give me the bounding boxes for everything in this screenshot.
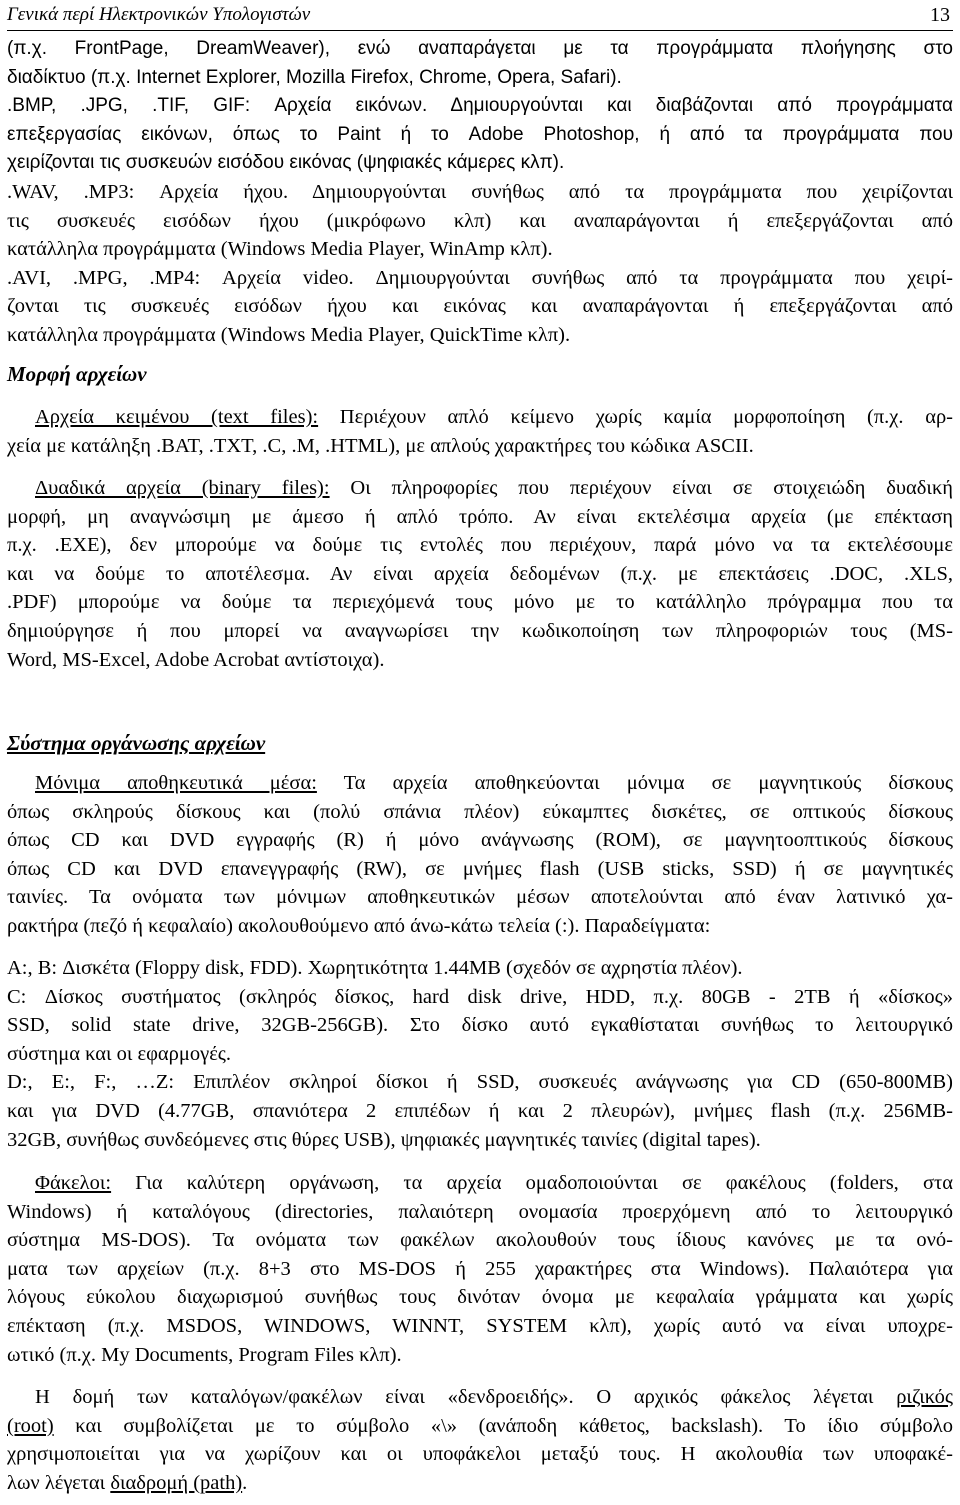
text-line: Word, MS-Excel, Adobe Acrobat αντίστοιχα). <box>7 648 385 671</box>
text-line: όπως CD και DVD εγγραφής (R) ή μόνο ανάγνωσης (ROM), σε μαγνητοοπτικούς δίσκους <box>7 829 953 852</box>
term-text-files: Αρχεία κειμένου (text files): <box>35 406 319 428</box>
section-heading-file-format: Μορφή αρχείων <box>7 362 147 386</box>
drive-letters-list <box>7 954 953 1154</box>
folders-paragraph <box>7 1169 953 1369</box>
header-title: Γενικά περί Ηλεκτρονικών Υπολογιστών <box>7 4 311 25</box>
text-line: ρακτήρα (πεζό ή κεφαλαίο) ακολουθούμενο από άνω-κάτω τελεία (:). Παραδείγματα: <box>7 914 711 937</box>
text-line: Τα αρχεία αποθηκεύονται μόνιμα σε μαγνητικούς δίσκους <box>316 772 953 794</box>
text-files-paragraph <box>7 403 953 460</box>
storage-media-paragraph <box>7 769 953 941</box>
text-line: ζονται τις συσκευές εισόδων ήχου και εικόνας και αναπαράγονται ή επεξεργάζονται από <box>7 295 953 318</box>
page-number: 13 <box>930 4 950 26</box>
page-header <box>7 0 953 31</box>
text-line: λων λέγεται <box>7 1471 111 1494</box>
text-line: .BMP, .JPG, .TIF, GIF: Αρχεία εικόνων. Δημιουργούνται και διαβάζονται από προγράμματα <box>7 95 953 117</box>
text-line: τις συσκευές εισόδων ήχου (μικρόφωνο κλπ) και αναπαράγονται ή επεξεργάζονται από <box>7 209 953 232</box>
text-line: επεξεργασίας εικόνων, όπως το Paint ή το Adobe Photoshop, ή από τα προγράμματα που <box>7 123 953 145</box>
text-line: Windows) ή καταλόγους (directories, παλαιότερη ονομασία προερχόμενη από το λειτουργικό <box>7 1200 953 1223</box>
text-line: και να δούμε το αποτέλεσμα. Αν είναι αρχεία δεδομένων (π.χ. με επεκτάσεις .DOC, .XLS, <box>7 562 953 585</box>
binary-files-paragraph <box>7 474 953 674</box>
text-line: όπως σκληρούς δίσκους και (πολύ σπάνια πλέον) εύκαμπτες δισκέτες, σε οπτικούς δίσκους <box>7 800 953 823</box>
text-line: A:, B: Δισκέτα (Floppy disk, FDD). Χωρητικότητα 1.44MB (σχεδόν σε αχρηστία πλέον). <box>7 957 743 979</box>
file-types-list <box>7 35 953 350</box>
text-line: και συμβολίζεται με το σύμβολο «\» (ανάποδη κάθετος, backslash). Το ίδιο σύμβολο <box>53 1414 953 1437</box>
text-line: Περιέχουν απλό κείμενο χωρίς καμία μορφοποίηση (π.χ. αρ- <box>318 406 953 428</box>
text-line: μορφή, μη αναγνώσιμη με άμεσο ή απλό τρόπο. Αν είναι εκτελέσιμα αρχεία (με επέκταση <box>7 505 953 528</box>
text-line: δημιούργησε ή που μπορεί να αναγνωρίσει την κωδικοποίηση των πληροφοριών τους (MS- <box>7 619 953 642</box>
term-path: διαδρομή (path) <box>110 1471 243 1494</box>
text-line: ταινίες. Τα ονόματα των μόνιμων αποθηκευτικών μέσων αποτελούνται από έναν λατινικό χα- <box>7 886 953 909</box>
text-line: ωτικό (π.χ. My Documents, Program Files κλπ). <box>7 1343 402 1366</box>
term-root: (root) <box>7 1414 54 1437</box>
text-line: SSD, solid state drive, 32GB-256GB). Στο δίσκο αυτό εγκαθίσταται συνήθως το λειτουργικό <box>7 1014 953 1037</box>
text-line: .PDF) μπορούμε να δούμε τα περιεχόμενά τους μόνο με το κατάλληλο πρόγραμμα που τα <box>7 591 953 614</box>
text-line: .WAV, .MP3: Αρχεία ήχου. Δημιουργούνται συνήθως από τα προγράμματα που χειρίζονται <box>7 180 953 203</box>
text-line: επέκταση (π.χ. MSDOS, WINDOWS, WINNT, SYSTEM κλπ), χωρίς αυτό να είναι υποχρε- <box>7 1314 953 1337</box>
text-line: χειρίζονται τις συσκευών εισόδου εικόνας (ψηφιακές κάμερες κλπ). <box>7 152 565 174</box>
tree-structure-paragraph <box>7 1383 953 1497</box>
text-line: π.χ. .EXE), δεν μπορούμε να δούμε τις εντολές που περιέχουν, παρά μόνο να τα εκτελέσουμε <box>7 534 953 557</box>
text-line: χρησιμοποιείται για να χωρίζουν και οι υποφάκελοι μεταξύ τους. Η ακολουθία των υποφακέ- <box>7 1443 953 1466</box>
section-heading-file-system: Σύστημα οργάνωσης αρχείων <box>7 731 266 755</box>
term-storage-media: Μόνιμα αποθηκευτικά μέσα: <box>35 772 317 794</box>
term-root-greek: ριζικός <box>896 1386 953 1408</box>
text-line: χεία με κατάληξη .BAT, .TXT, .C, .M, .HTML), με απλούς χαρακτήρες του κώδικα ASCII. <box>7 434 754 457</box>
text-line: ματα των αρχείων (π.χ. 8+3 στο MS-DOS ή 255 χαρακτήρες στα Windows). Παλαιότερα για <box>7 1257 953 1280</box>
text-line: Για καλύτερη οργάνωση, τα αρχεία ομαδοποιούνται σε φακέλους (folders, στα <box>111 1172 953 1194</box>
text-line: D:, E:, F:, …Z: Επιπλέον σκληροί δίσκοι ή SSD, συσκευές ανάγνωσης για CD (650-800MB) <box>7 1071 953 1094</box>
text-line: C: Δίσκος συστήματος (σκληρός δίσκος, hard disk drive, HDD, π.χ. 80GB - 2TB ή «δίσκος» <box>7 985 953 1008</box>
text-line: 32GB, συνήθως συνδεόμενες στις θύρες USB), ψηφιακές μαγνητικές ταινίες (digital tapes). <box>7 1128 761 1151</box>
text-line: σύστημα MS-DOS). Τα ονόματα των φακέλων ακολουθούν τους ίδιους κανόνες με τα ονό- <box>7 1229 953 1252</box>
text-line: και για DVD (4.77GB, σπανιότερα 2 επιπέδων ή και 2 πλευρών), μνήμες flash (π.χ. 256MB- <box>7 1099 953 1122</box>
text-line: διαδίκτυο (π.χ. Internet Explorer, Mozilla Firefox, Chrome, Opera, Safari). <box>7 66 622 88</box>
text-line: σύστημα και οι εφαρμογές. <box>7 1042 232 1065</box>
text-line: κατάλληλα προγράμματα (Windows Media Player, WinAmp κλπ). <box>7 238 553 261</box>
text-line: .AVI, .MPG, .MP4: Αρχεία video. Δημιουργούνται συνήθως από τα προγράμματα που χειρί- <box>7 266 953 289</box>
text-line: λόγους εύκολου διαχωρισμού συνήθως τους δινόταν όνομα με κεφαλαία γράμματα και χωρίς <box>7 1286 953 1309</box>
text-line: . <box>242 1471 248 1494</box>
text-line: Η δομή των καταλόγων/φακέλων είναι «δενδροειδής». Ο αρχικός φάκελος λέγεται <box>35 1386 897 1408</box>
term-folders: Φάκελοι: <box>35 1172 112 1194</box>
term-binary-files: Δυαδικά αρχεία (binary files): <box>35 477 330 499</box>
text-line: κατάλληλα προγράμματα (Windows Media Player, QuickTime κλπ). <box>7 323 571 346</box>
text-line: όπως CD και DVD επανεγγραφής (RW), σε μνήμες flash (USB sticks, SSD) ή σε μαγνητικές <box>7 857 953 880</box>
text-line: (π.χ. FrontPage, DreamWeaver), ενώ αναπαράγεται με τα προγράμματα πλοήγησης στο <box>7 38 953 59</box>
text-line: Οι πληροφορίες που περιέχουν είναι σε στοιχειώδη δυαδική <box>329 477 953 499</box>
